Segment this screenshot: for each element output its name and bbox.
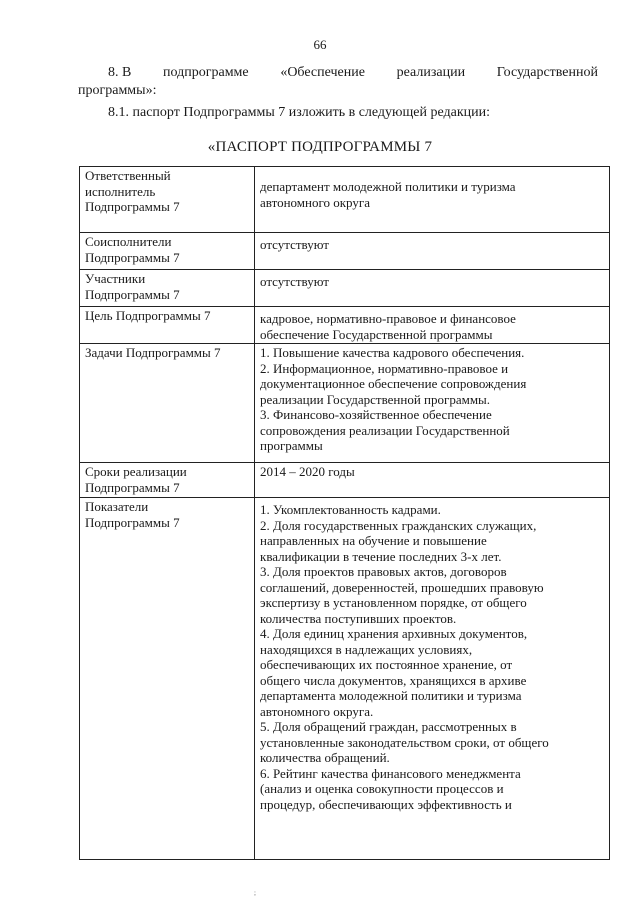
row-value-line: документационное обеспечение сопровождения bbox=[260, 376, 527, 391]
row-label-line: Подпрограммы 7 bbox=[85, 249, 180, 265]
row-value-cell bbox=[255, 344, 610, 463]
row-label-line: Сроки реализации bbox=[85, 464, 187, 479]
row-value-line: (анализ и оценка совокупности процессов и bbox=[260, 781, 504, 796]
intro-word: реализации bbox=[396, 65, 466, 80]
row-label-cell bbox=[80, 344, 255, 463]
row-value-cell bbox=[255, 307, 610, 344]
row-label-line: Участники bbox=[85, 271, 146, 286]
row-value-line: экспертизу в установленном порядке, от общего bbox=[260, 595, 527, 610]
row-value-line: 3. Доля проектов правовых актов, договоров bbox=[260, 564, 507, 579]
row-value-line: 3. Финансово-хозяйственное обеспечение bbox=[260, 407, 492, 422]
row-value-line: 1. Укомплектованность кадрами. bbox=[260, 502, 441, 517]
row-label-line: Подпрограммы 7 bbox=[85, 514, 180, 530]
row-value-line: реализации Государственной программы. bbox=[260, 391, 491, 407]
row-value-cell bbox=[255, 498, 610, 860]
row-label-cell bbox=[80, 167, 255, 233]
intro-paragraph bbox=[78, 64, 598, 100]
row-value-line: 4. Доля единиц хранения архивных документов, bbox=[260, 626, 528, 641]
table-row bbox=[80, 498, 610, 860]
row-value-cell bbox=[255, 233, 610, 270]
page-number: 66 bbox=[313, 37, 327, 52]
scan-artifact: ; bbox=[254, 889, 256, 897]
row-value-line: 6. Рейтинг качества финансового менеджмента bbox=[260, 765, 521, 781]
row-label-cell bbox=[80, 463, 255, 498]
intro-line-1 bbox=[78, 64, 598, 82]
table-row bbox=[80, 167, 610, 233]
row-value-line: общего числа документов, хранящихся в архиве bbox=[260, 672, 527, 688]
row-value-line: обеспечение Государственной программы bbox=[260, 326, 493, 342]
table-row bbox=[80, 233, 610, 270]
table-row bbox=[80, 344, 610, 463]
row-label-line: Цель Подпрограммы 7 bbox=[85, 308, 211, 323]
row-label-line: Подпрограммы 7 bbox=[85, 479, 180, 495]
row-value-cell bbox=[255, 463, 610, 498]
document-title: «ПАСПОРТ ПОДПРОГРАММЫ 7 bbox=[207, 139, 433, 155]
row-value-line: отсутствуют bbox=[260, 237, 329, 252]
table-row bbox=[80, 270, 610, 307]
row-value-line: обеспечивающих их постоянное хранение, от bbox=[260, 657, 513, 672]
row-label-line: Подпрограммы 7 bbox=[85, 199, 180, 214]
row-value-line: департамента молодежной политики и туризма bbox=[260, 688, 522, 703]
row-label-line: Показатели bbox=[85, 499, 149, 514]
row-value-line: программы bbox=[260, 438, 323, 453]
row-value-line: процедур, обеспечивающих эффективность и bbox=[260, 796, 512, 812]
row-value-line: отсутствуют bbox=[260, 274, 329, 289]
intro-word: «Обеспечение bbox=[280, 65, 365, 80]
row-label-line: исполнитель bbox=[85, 183, 156, 199]
row-value-line: департамент молодежной политики и туризма bbox=[260, 179, 516, 194]
row-value-line: 2. Информационное, нормативно-правовое и bbox=[260, 360, 509, 376]
row-value-line: соглашений, доверенностей, прошедших правовую bbox=[260, 579, 544, 595]
row-value-line: квалификации в течение последних 3-х лет. bbox=[260, 548, 502, 564]
row-label-line: Ответственный bbox=[85, 168, 171, 183]
row-value-line: 2. Доля государственных гражданских служащих, bbox=[260, 517, 537, 533]
row-label-cell bbox=[80, 307, 255, 344]
row-value-line: 2014 – 2020 годы bbox=[260, 464, 355, 479]
row-value-line: количества обращений. bbox=[260, 750, 390, 765]
row-value-line: находящихся в надлежащих условиях, bbox=[260, 641, 473, 657]
row-label-line: Соисполнители bbox=[85, 234, 172, 249]
row-value-line: 1. Повышение качества кадрового обеспечения. bbox=[260, 345, 525, 360]
intro-line-1-cont: программы»: bbox=[78, 83, 157, 98]
table-row bbox=[80, 307, 610, 344]
row-label-cell bbox=[80, 498, 255, 860]
row-value-line: автономного округа. bbox=[260, 703, 374, 719]
row-label-cell bbox=[80, 233, 255, 270]
row-value-line: 5. Доля обращений граждан, рассмотренных в bbox=[260, 719, 517, 734]
row-value-line: количества поступивших проектов. bbox=[260, 610, 457, 626]
row-value-cell bbox=[255, 270, 610, 307]
row-value-line: сопровождения реализации Государственной bbox=[260, 422, 510, 438]
row-value-cell bbox=[255, 167, 610, 233]
row-label-cell bbox=[80, 270, 255, 307]
row-label-line: Подпрограммы 7 bbox=[85, 286, 180, 302]
intro-word: 8. В bbox=[108, 65, 132, 80]
row-value-line: кадровое, нормативно-правовое и финансовое bbox=[260, 311, 516, 326]
intro-word: Государственной bbox=[496, 65, 598, 80]
row-value-line: установленные законодательством сроки, от общего bbox=[260, 734, 549, 750]
intro-line-2: 8.1. паспорт Подпрограммы 7 изложить в следующей редакции: bbox=[108, 105, 491, 120]
row-label-line: Задачи Подпрограммы 7 bbox=[85, 345, 221, 360]
row-value-line: автономного округа bbox=[260, 194, 370, 210]
passport-table bbox=[79, 166, 610, 860]
table-row bbox=[80, 463, 610, 498]
intro-word: подпрограмме bbox=[163, 65, 249, 80]
row-value-line: направленных на обучение и повышение bbox=[260, 533, 487, 548]
